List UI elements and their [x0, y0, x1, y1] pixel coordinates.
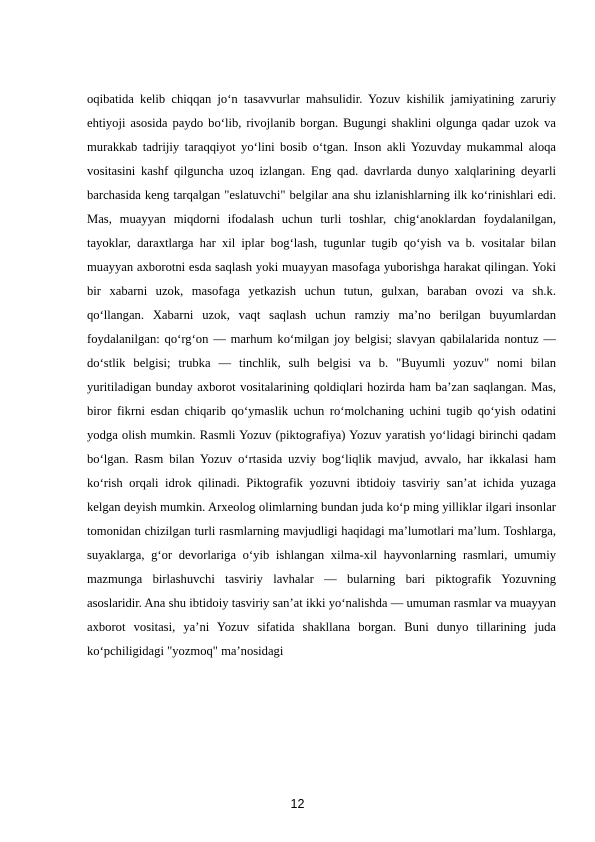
body-paragraph: oqibatida kelib chiqqan jo‘n tasavvurlar mahsulidir. Yozuv kishilik jamiyatining zaruriy ehtiyoji asosida paydo bo‘lib, rivojlanib borgan. Bugungi shaklini olgunga qadar uzok va murakkab tadrijiy taraqqiyot yo‘lini bosib o‘tgan. Inson akli Yozuvday mukammal aloqa vositasini kashf qilguncha uzoq izlangan. Eng qad. davrlarda dunyo xalqlarining deyarli barchasida keng tarqalgan "eslatuvchi" belgilar ana shu izlanishlarning ilk ko‘rinishlari edi. Mas, muayyan miqdorni ifodalash uchun turli toshlar, chig‘anoklardan foydalanilgan, tayoklar, daraxtlarga har xil iplar bog‘lash, tugunlar tugib qo‘yish va b. vositalar bilan muayyan axborotni esda saqlash yoki muayyan masofaga yuborishga harakat qilingan. Yoki bir xabarni uzok, masofaga yetkazish uchun tutun, gulxan, baraban ovozi va sh.k. qo‘llangan. Xabarni uzok, vaqt saqlash uchun ramziy ma’no berilgan buyumlardan foydalanilgan: qo‘rg‘on — marhum ko‘milgan joy belgisi; slavyan qabilalarida nontuz — do‘stlik belgisi; trubka — tinchlik, sulh belgisi va b. "Buyumli yozuv" nomi bilan yuritiladigan bunday axborot vositalarining qoldiqlari hozirda ham ba’zan saqlangan. Mas, biror fikrni esdan chiqarib qo‘ymaslik uchun ro‘molchaning uchini tugib qo‘yish odatini yodga olish mumkin. Rasmli Yozuv (piktografiya) Yozuv yaratish yo‘lidagi birinchi qadam bo‘lgan. Rasm bilan Yozuv o‘rtasida uzviy bog‘liqlik mavjud, avvalo, har ikkalasi ham ko‘rish orqali idrok qilinadi. Piktografik yozuvni ibtidoiy tasviriy san’at ichida yuzaga kelgan deyish mumkin. Arxeolog olimlarning bundan juda ko‘p ming yilliklar ilgari insonlar tomonidan chizilgan turli rasmlarning mavjudligi haqidagi ma’lumotlari ma’lum. Toshlarga, suyaklarga, g‘or devorlariga o‘yib ishlangan xilma-xil hayvonlarning rasmlari, umumiy mazmunga birlashuvchi tasviriy lavhalar — bularning bari piktografik Yozuvning asoslaridir. Ana shu ibtidoiy tasviriy san’at ikki yo‘nalishda — umuman rasmlar va muayyan axborot vositasi, ya’ni Yozuv sifatida shakllana borgan. Buni dunyo tillarining juda ko‘pchiligidagi "yozmoq" ma’nosidagi [87, 92, 556, 658]
page-body-text [87, 87, 556, 663]
page-number: 12 [290, 797, 305, 811]
